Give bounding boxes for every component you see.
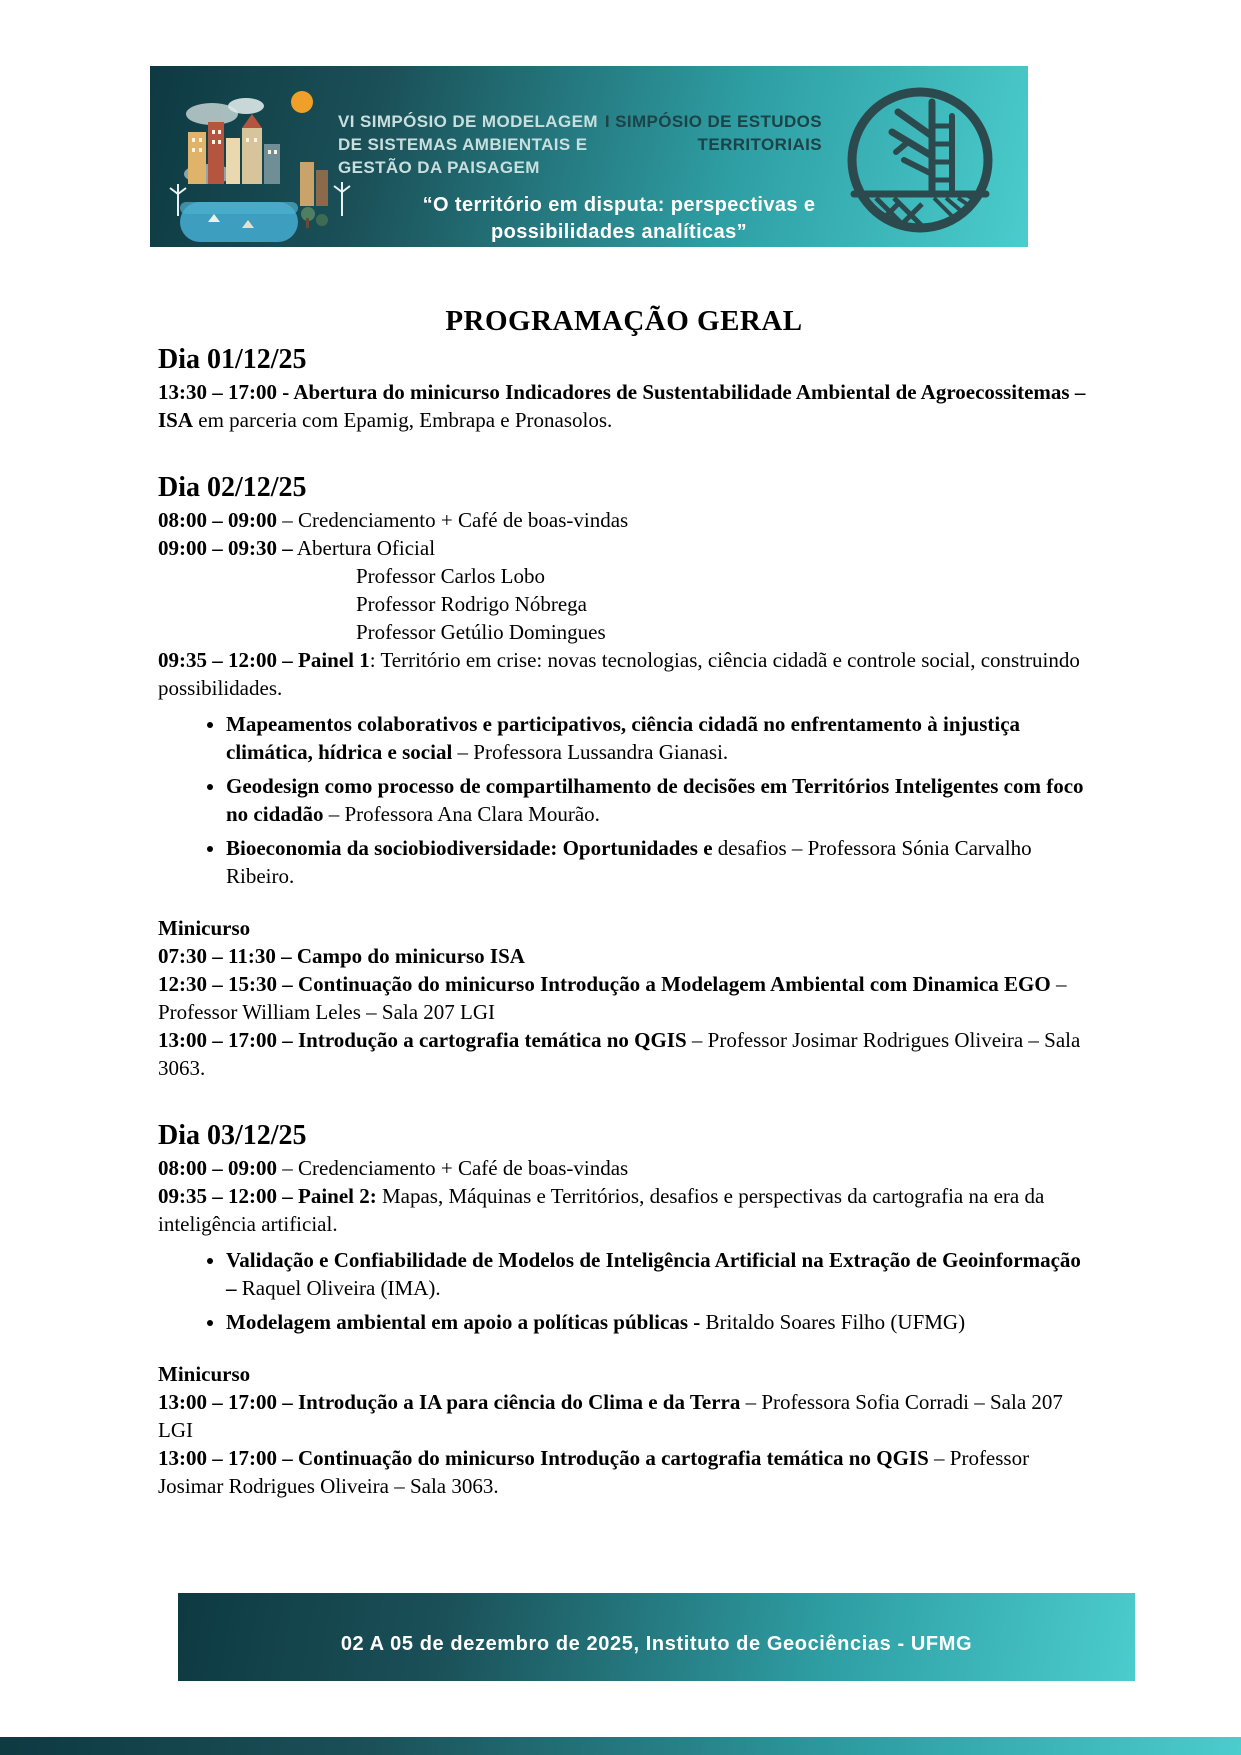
schedule-item: [158, 942, 1090, 970]
speaker-line: Professor Rodrigo Nóbrega: [356, 592, 587, 616]
schedule-item: [158, 1182, 1090, 1238]
regular-text: – Professor Josimar Rodrigues Oliveira – Sala 3063.: [158, 1446, 1030, 1498]
minicurso-heading: Minicurso: [158, 916, 251, 940]
regular-text: – Professora Sofia Corradi – Sala 207 LGI: [158, 1390, 1063, 1442]
bold-text: Mapeamentos colaborativos e participativos, ciência cidadã no enfrentamento à injustiça climática, hídrica e social: [226, 712, 1021, 764]
bold-text: 13:00 – 17:00 – Introdução a IA para ciência do Clima e da Terra: [158, 1390, 741, 1414]
regular-text: – Professor Josimar Rodrigues Oliveira – Sala 3063.: [158, 1028, 1081, 1080]
bold-text: 09:35 – 12:00 – Painel 1: [158, 648, 370, 672]
bold-text: Modelagem ambiental em apoio a políticas públicas -: [226, 1310, 701, 1334]
event-quote-line1: “O território em disputa: perspectivas e: [422, 194, 816, 216]
schedule-item: [158, 378, 1090, 434]
page-title: PROGRAMAÇÃO GERAL: [445, 305, 803, 337]
regular-text: Raquel Oliveira (IMA).: [236, 1276, 441, 1300]
program-body: [158, 303, 1090, 1500]
bold-text: 13:00 – 17:00 – Continuação do minicurso Introdução a cartografia temática no QGIS: [158, 1446, 929, 1470]
speaker-line: Professor Getúlio Domingues: [356, 620, 606, 644]
minicurso-heading: Minicurso: [158, 1362, 251, 1386]
header-banner: [150, 66, 1028, 247]
schedule-item: [158, 534, 1090, 562]
speaker-line: Professor Carlos Lobo: [356, 564, 545, 588]
bullet-item: [226, 1246, 1090, 1302]
event-title-right: [605, 110, 822, 156]
schedule-item: [158, 1388, 1090, 1444]
event-title-right-line1: I SIMPÓSIO DE ESTUDOS: [604, 112, 822, 131]
event-title-left-line3: GESTÃO DA PAISAGEM: [338, 158, 540, 177]
panel1-topics: [158, 710, 1090, 890]
bold-text: 09:00 – 09:30 –: [158, 536, 293, 560]
bold-text: 08:00 – 09:00: [158, 1156, 277, 1180]
event-title-left-line2: DE SISTEMAS AMBIENTAIS E: [338, 135, 588, 154]
regular-text: : Território em crise: novas tecnologias, ciência cidadã e controle social, construindo possibilidades.: [158, 648, 1080, 700]
regular-text: Mapas, Máquinas e Territórios, desafios e perspectivas da cartografia na era da inteligência artificial.: [158, 1184, 1045, 1236]
bold-text: 13:00 – 17:00 – Introdução a cartografia temática no QGIS: [158, 1028, 687, 1052]
regular-text: desafios – Professora Sónia Carvalho Ribeiro.: [226, 836, 1032, 888]
tree-circle-logo-icon: [838, 74, 1004, 244]
regular-text: – Professor William Leles – Sala 207 LGI: [158, 972, 1067, 1024]
bold-text: 12:30 – 15:30 – Continuação do minicurso Introdução a Modelagem Ambiental com Dinamica EGO: [158, 972, 1051, 996]
schedule-item: [158, 970, 1090, 1026]
bold-text: Geodesign como processo de compartilhamento de decisões em Territórios Inteligentes com foco no cidadão: [226, 774, 1084, 826]
schedule-item: [158, 1154, 1090, 1182]
bullet-item: [226, 1308, 1090, 1336]
regular-text: – Professora Ana Clara Mourão.: [323, 802, 600, 826]
bottom-gradient-strip: [0, 1737, 1241, 1755]
day-heading-1: Dia 01/12/25: [158, 344, 307, 375]
schedule-item: [158, 506, 1090, 534]
event-title-right-line2: TERRITORIAIS: [697, 135, 822, 154]
bold-text: 09:35 – 12:00 – Painel 2:: [158, 1184, 377, 1208]
footer-banner: [178, 1593, 1135, 1681]
day-heading-2: Dia 02/12/25: [158, 472, 307, 503]
regular-text: – Professora Lussandra Gianasi.: [452, 740, 729, 764]
event-title-left: [338, 110, 598, 179]
schedule-item: [158, 1026, 1090, 1082]
bold-text: 13:30 – 17:00 - Abertura do minicurso Indicadores de Sustentabilidade Ambiental de Agroecossitemas – ISA: [158, 380, 1086, 432]
footer-date-location: 02 A 05 de dezembro de 2025, Instituto de Geociências - UFMG: [340, 1632, 973, 1655]
bold-text: Bioeconomia da sociobiodiversidade: Oportunidades e: [226, 836, 713, 860]
bold-text: 08:00 – 09:00: [158, 508, 277, 532]
regular-text: – Credenciamento + Café de boas-vindas: [277, 1156, 629, 1180]
panel2-topics: [158, 1246, 1090, 1336]
bullet-item: [226, 710, 1090, 766]
bold-text: Validação e Confiabilidade de Modelos de Inteligência Artificial na Extração de Geoinformação –: [226, 1248, 1081, 1300]
regular-text: em parceria com Epamig, Embrapa e Pronasolos.: [193, 408, 613, 432]
regular-text: Britaldo Soares Filho (UFMG): [700, 1310, 966, 1334]
day-heading-3: Dia 03/12/25: [158, 1120, 307, 1151]
regular-text: – Credenciamento + Café de boas-vindas: [277, 508, 629, 532]
bold-text: 07:30 – 11:30 – Campo do minicurso ISA: [158, 944, 525, 968]
schedule-item: [158, 646, 1090, 702]
event-title-left-line1: VI SIMPÓSIO DE MODELAGEM: [338, 112, 598, 131]
event-quote-line2: possibilidades analíticas”: [490, 221, 748, 243]
bullet-item: [226, 834, 1090, 890]
bullet-item: [226, 772, 1090, 828]
schedule-item: [158, 1444, 1090, 1500]
regular-text: Abertura Oficial: [292, 536, 436, 560]
